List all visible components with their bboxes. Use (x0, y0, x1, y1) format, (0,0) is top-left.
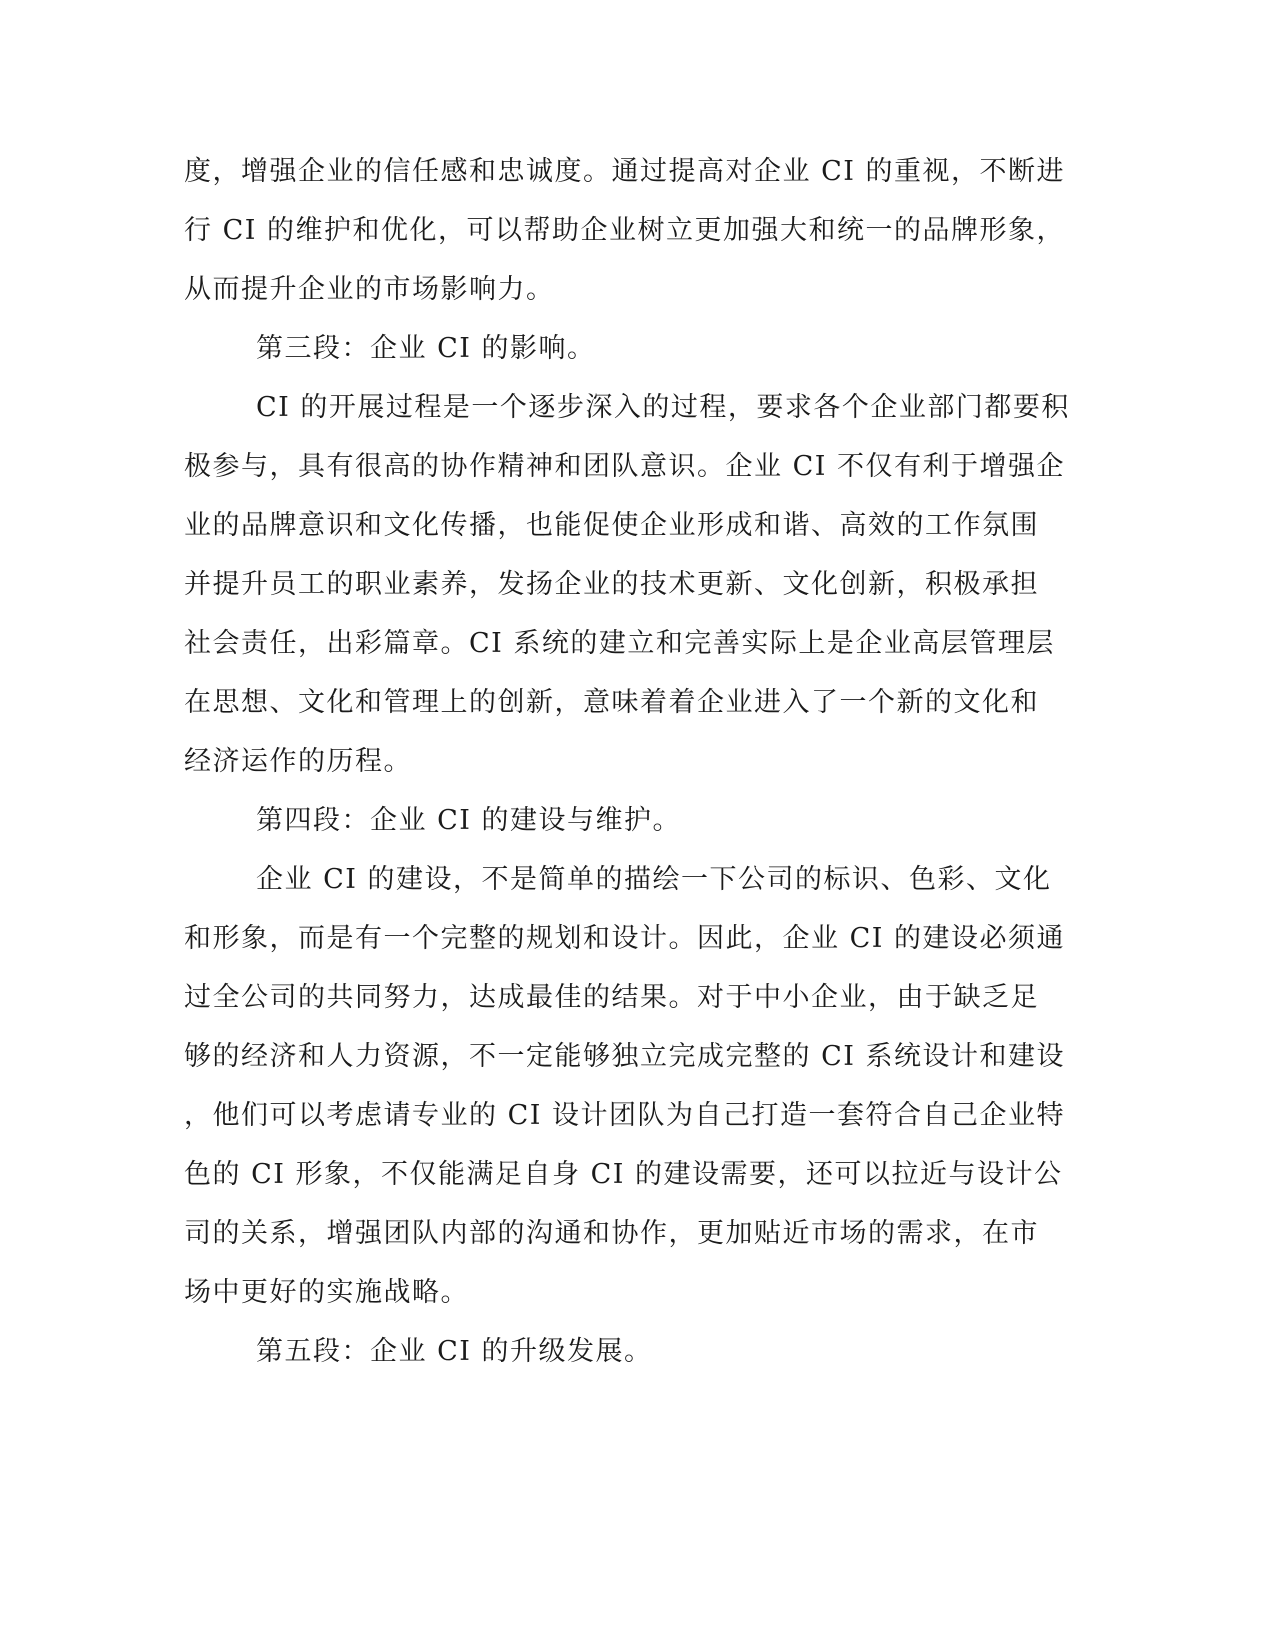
text-line: 行 CI 的维护和优化，可以帮助企业树立更加强大和统一的品牌形象， (184, 215, 1065, 246)
text-line: 并提升员工的职业素养，发扬企业的技术更新、文化创新，积极承担 (184, 569, 1039, 600)
text-line: 在思想、文化和管理上的创新，意味着着企业进入了一个新的文化和 (184, 687, 1039, 718)
section-heading-3: 第三段：企业 CI 的影响。 (256, 333, 596, 364)
text-line: 色的 CI 形象，不仅能满足自身 CI 的建设需要，还可以拉近与设计公 (184, 1159, 1063, 1190)
text-line: 经济运作的历程。 (184, 746, 412, 777)
text-line: 业的品牌意识和文化传播，也能促使企业形成和谐、高效的工作氛围 (184, 510, 1039, 541)
text-line: CI 的开展过程是一个逐步深入的过程，要求各个企业部门都要积 (256, 392, 1070, 423)
text-line: 企业 CI 的建设，不是简单的描绘一下公司的标识、色彩、文化 (256, 864, 1052, 895)
text-line: 司的关系，增强团队内部的沟通和协作，更加贴近市场的需求，在市 (184, 1218, 1039, 1249)
text-line: 社会责任，出彩篇章。CI 系统的建立和完善实际上是企业高层管理层 (184, 628, 1055, 659)
section-heading-4: 第四段：企业 CI 的建设与维护。 (256, 805, 681, 836)
section-heading-5: 第五段：企业 CI 的升级发展。 (256, 1336, 653, 1367)
text-line: 度，增强企业的信任感和忠诚度。通过提高对企业 CI 的重视，不断进 (184, 156, 1065, 187)
text-line: 和形象，而是有一个完整的规划和设计。因此，企业 CI 的建设必须通 (184, 923, 1065, 954)
text-line: 够的经济和人力资源，不一定能够独立完成完整的 CI 系统设计和建设 (184, 1041, 1065, 1072)
text-line: 极参与，具有很高的协作精神和团队意识。企业 CI 不仅有利于增强企 (184, 451, 1065, 482)
text-line: 场中更好的实施战略。 (184, 1277, 469, 1308)
text-line: ，他们可以考虑请专业的 CI 设计团队为自己打造一套符合自己企业特 (184, 1100, 1065, 1131)
text-line: 从而提升企业的市场影响力。 (184, 274, 555, 305)
text-line: 过全公司的共同努力，达成最佳的结果。对于中小企业，由于缺乏足 (184, 982, 1039, 1013)
